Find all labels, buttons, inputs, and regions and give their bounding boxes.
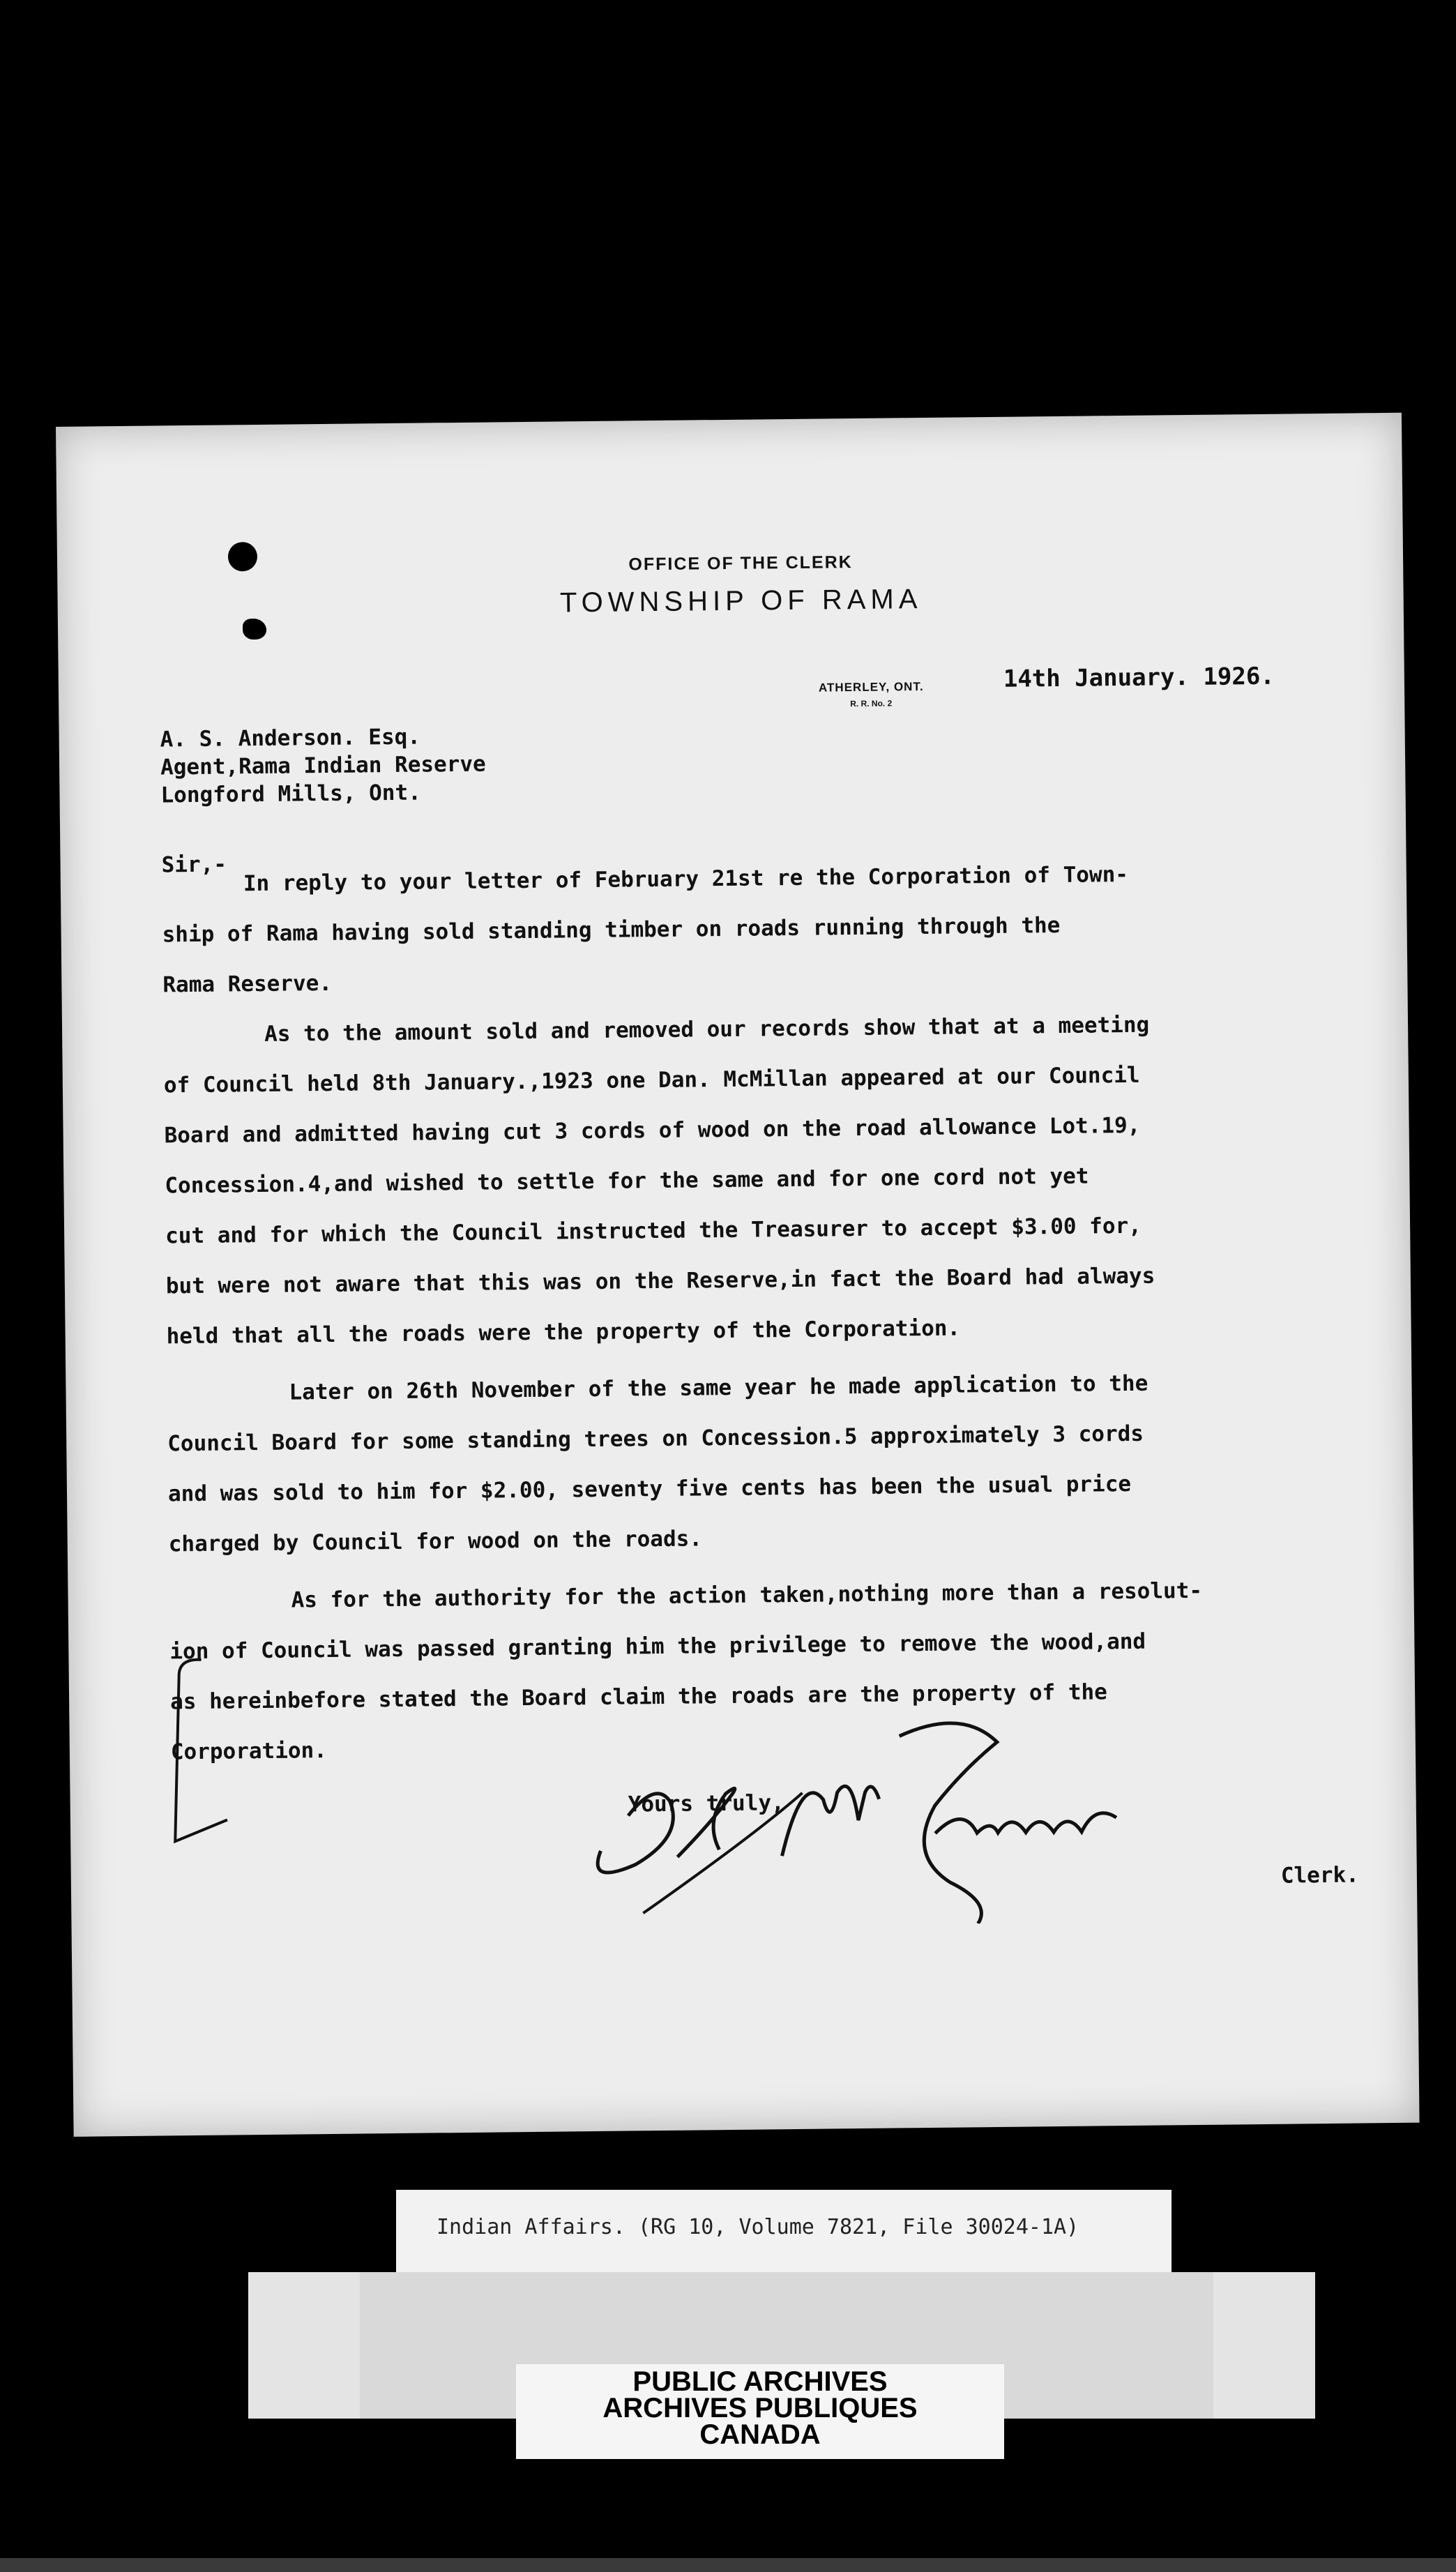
recipient-line: Longford Mills, Ont. bbox=[160, 780, 421, 808]
ink-blot bbox=[243, 619, 266, 640]
body-line: Later on 26th November of the same year he made application to the bbox=[289, 1370, 1148, 1405]
body-line: As to the amount sold and removed our records show that at a meeting bbox=[264, 1012, 1150, 1047]
body-line: held that all the roads were the property of the Corporation. bbox=[166, 1315, 961, 1349]
body-line: of Council held 8th January.,1923 one Dan. McMillan appeared at our Council bbox=[163, 1062, 1140, 1098]
margin-bracket bbox=[159, 1652, 245, 1855]
body-line: Rama Reserve. bbox=[162, 970, 333, 998]
stamp-line: ARCHIVES PUBLIQUES bbox=[602, 2393, 918, 2423]
body-line: Corporation. bbox=[170, 1738, 328, 1765]
archive-reference: Indian Affairs. (RG 10, Volume 7821, File 30024-1A) bbox=[437, 2215, 1079, 2239]
body-line: and was sold to him for $2.00, seventy five cents has been the usual price bbox=[167, 1471, 1132, 1507]
body-line: Council Board for some standing trees on Concession.5 approximately 3 cords bbox=[167, 1421, 1144, 1457]
body-line: as hereinbefore stated the Board claim the roads are the property of the bbox=[169, 1679, 1108, 1715]
closing: Yours truly, bbox=[628, 1790, 784, 1817]
body-line: Concession.4,and wished to settle for the same and for one cord not yet bbox=[165, 1163, 1089, 1199]
archive-stamp bbox=[516, 2364, 1004, 2459]
archive-band-fold bbox=[248, 2272, 360, 2419]
recipient-address bbox=[160, 723, 486, 810]
handwritten-signature bbox=[571, 1713, 1145, 1928]
letterhead-rural-route: R. R. No. 2 bbox=[850, 698, 893, 709]
body-line: ship of Rama having sold standing timber on roads running through the bbox=[162, 912, 1061, 948]
punch-hole bbox=[228, 542, 257, 571]
body-line: cut and for which the Council instructed the Treasurer to accept $3.00 for, bbox=[165, 1213, 1142, 1249]
letterhead-place: ATHERLEY, ONT. bbox=[818, 679, 924, 695]
letterhead-township: TOWNSHIP OF RAMA bbox=[559, 584, 923, 619]
salutation: Sir,- bbox=[161, 852, 227, 878]
body-line: Board and admitted having cut 3 cords of wood on the road allowance Lot.19, bbox=[164, 1112, 1141, 1149]
recipient-line: Agent,Rama Indian Reserve bbox=[160, 751, 486, 780]
scan-edge bbox=[0, 2558, 1456, 2572]
letterhead-office: OFFICE OF THE CLERK bbox=[628, 552, 853, 575]
body-line: In reply to your letter of February 21st re the Corporation of Town- bbox=[243, 861, 1129, 897]
recipient-line: A. S. Anderson. Esq. bbox=[160, 724, 421, 752]
body-line: As for the authority for the action taken,nothing more than a resolut- bbox=[291, 1578, 1203, 1613]
signatory-title: Clerk. bbox=[1280, 1862, 1360, 1889]
stamp-line: CANADA bbox=[699, 2419, 821, 2450]
letter-page bbox=[56, 413, 1420, 2137]
body-line: charged by Council for wood on the roads. bbox=[168, 1526, 703, 1557]
body-line: but were not aware that this was on the Reserve,in fact the Board had always bbox=[165, 1263, 1155, 1299]
archive-band-fold bbox=[1213, 2272, 1315, 2419]
letter-date: 14th January. 1926. bbox=[1003, 662, 1275, 693]
body-line: ion of Council was passed granting him the privilege to remove the wood,and bbox=[169, 1628, 1146, 1665]
stamp-line: PUBLIC ARCHIVES bbox=[632, 2366, 888, 2397]
